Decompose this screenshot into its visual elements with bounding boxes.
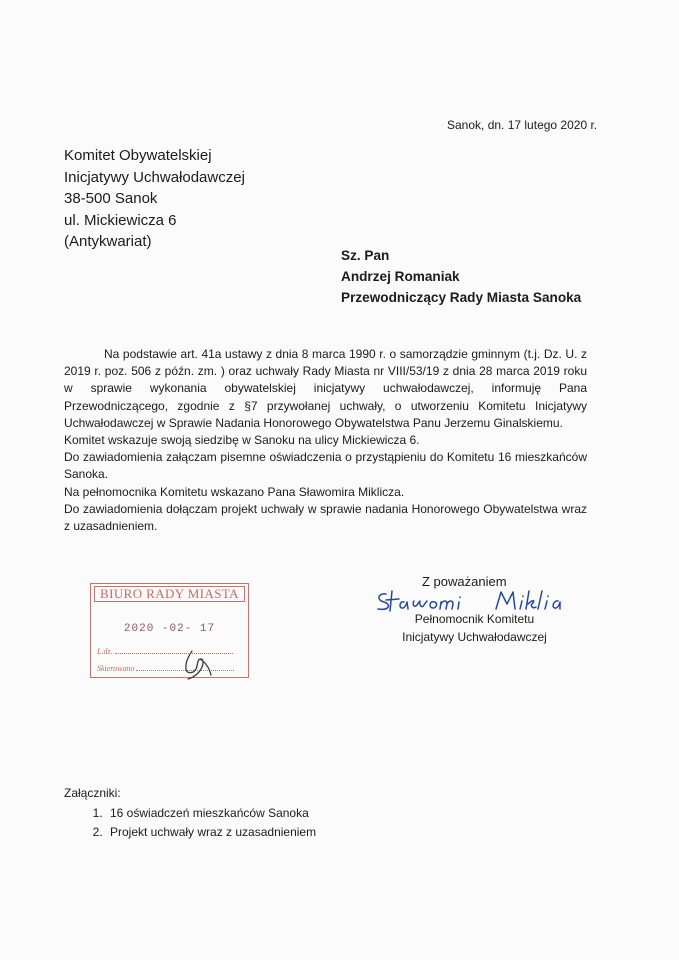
received-stamp bbox=[90, 583, 249, 678]
body-paragraph: Na pełnomocnika Komitetu wskazano Pana Sławomira Miklicza. bbox=[64, 484, 405, 499]
sender-address bbox=[64, 145, 245, 253]
sender-line: Inicjatywy Uchwałodawczej bbox=[64, 168, 245, 186]
body-paragraph: Do zawiadomienia dołączam projekt uchwały w sprawie nadania Honorowego Obywatelstwa wraz z uzasadnieniem. bbox=[64, 501, 587, 534]
attachment-item: 1. 16 oświadczeń mieszkańców Sanoka bbox=[106, 804, 316, 823]
signer-line: Inicjatywy Uchwałodawczej bbox=[402, 629, 547, 644]
attachments-section bbox=[64, 786, 316, 842]
sender-line: 38-500 Sanok bbox=[64, 190, 158, 207]
attachments-title: Załączniki: bbox=[64, 786, 121, 800]
closing-greeting: Z poważaniem bbox=[422, 574, 507, 589]
body-paragraph: Komitet wskazuje swoją siedzibę w Sanoku na ulicy Mickiewicza 6. bbox=[64, 433, 420, 448]
body-paragraph: Do zawiadomienia załączam pisemne oświadczenia o przystąpieniu do Komitetu 16 mieszkańców Sanoka. bbox=[64, 450, 587, 482]
letter-body bbox=[64, 346, 587, 535]
recipient-line: Sz. Pan bbox=[341, 248, 390, 263]
stamp-field-label: Skierowano bbox=[97, 664, 135, 673]
signer-title bbox=[397, 611, 552, 646]
stamp-title: BIURO RADY MIASTA bbox=[94, 586, 245, 602]
recipient-line: Andrzej Romaniak bbox=[341, 269, 460, 284]
attachments-list bbox=[64, 804, 316, 842]
sender-line: Komitet Obywatelskiej bbox=[64, 147, 212, 164]
attachment-item: 2. Projekt uchwały wraz z uzasadnieniem bbox=[106, 823, 316, 842]
body-paragraph: Na podstawie art. 41a ustawy z dnia 8 marca 1990 r. o samorządzie gminnym (t.j. Dz. U. z 2019 r. poz. 506 z późn. zm. ) oraz uchwały Rady Miasta nr VIII/53/19 z dnia 28 marca 2019 roku w sprawie wykonania obywatelskiej inicjatywy uchwałodawczej, informuję Pana Przewodniczącego, zgodnie z §7 przywołanej uchwały, o utworzeniu Komitetu Inicjatywy Uchwałodawczej w Sprawie Nadania Honorowego Obywatelstwa Panu Jerzemu Ginalskiemu. bbox=[64, 347, 587, 430]
sender-line: (Antykwariat) bbox=[64, 233, 152, 250]
place-date: Sanok, dn. 17 lutego 2020 r. bbox=[447, 118, 598, 132]
recipient-line: Przewodniczący Rady Miasta Sanoka bbox=[341, 290, 582, 305]
sender-line: ul. Mickiewicza 6 bbox=[64, 211, 177, 229]
handwritten-initials bbox=[178, 648, 218, 682]
stamp-date: 2020 -02- 17 bbox=[123, 623, 216, 635]
stamp-field-label: L.dz. bbox=[97, 647, 113, 656]
recipient-address bbox=[341, 245, 581, 308]
signer-line: Pełnomocnik Komitetu bbox=[414, 612, 535, 626]
